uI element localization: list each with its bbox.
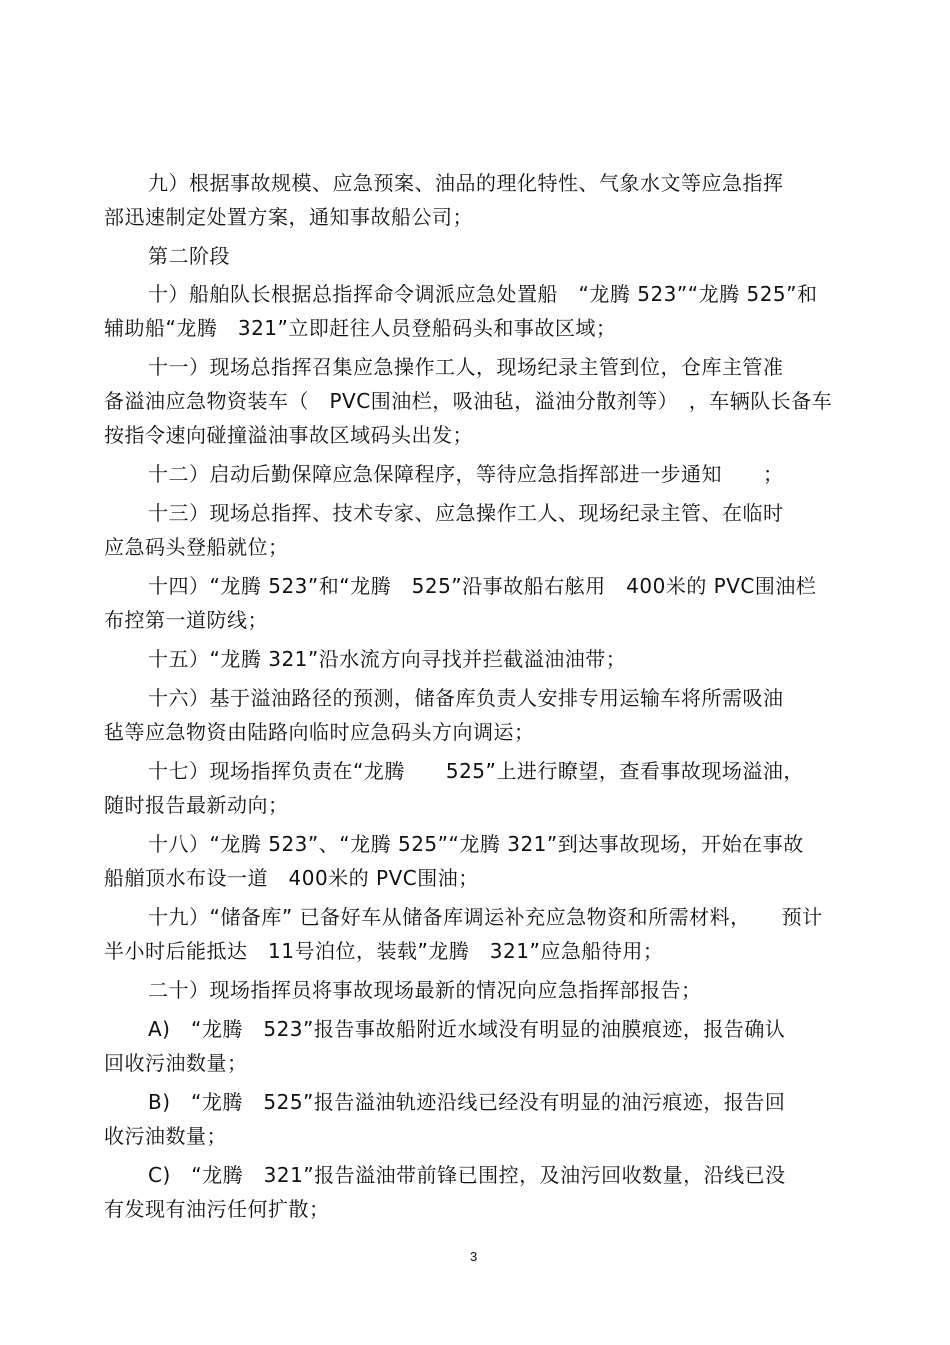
paragraph-continuation-line: 半小时后能抵达 11号泊位，装载”龙腾 321”应急船待用； [104,939,664,963]
paragraph-continuation-line: 应急码头登船就位； [104,535,289,559]
paragraph-continuation-line: 随时报告最新动向； [104,793,289,817]
paragraph-continuation-line: 部迅速制定处置方案，通知事故船公司； [104,205,473,229]
paragraph-first-line: 十四）“龙腾 523”和“龙腾 525”沿事故船右舷用 400米的 PVC围油栏 [148,574,817,598]
paragraph-continuation-line: 备溢油应急物资装车（ PVC围油栏，吸油毡，溢油分散剂等） ，车辆队长备车 [104,389,833,413]
paragraph-first-line: 十七）现场指挥负责在“龙腾 525”上进行瞭望，查看事故现场溢油， [148,759,804,783]
paragraph-continuation-line: 布控第一道防线； [104,608,268,632]
paragraph-first-line: 十六）基于溢油路径的预测，储备库负责人安排专用运输车将所需吸油 [148,686,784,710]
paragraph-continuation-line: 收污油数量； [104,1124,227,1148]
paragraph-first-line: 十五）“龙腾 321”沿水流方向寻找并拦截溢油油带； [148,647,627,671]
paragraph-continuation-line: 毡等应急物资由陆路向临时应急码头方向调运； [104,720,535,744]
paragraph-first-line: 十一）现场总指挥召集应急操作工人，现场纪录主管到位，仓库主管准 [148,355,784,379]
paragraph-continuation-line: 辅助船“龙腾 321”立即赶往人员登船码头和事故区域； [104,316,617,340]
paragraph-first-line: B) “龙腾 525”报告溢油轨迹沿线已经没有明显的油污痕迹，报告回 [148,1090,786,1114]
paragraph-first-line: 九）根据事故规模、应急预案、油品的理化特性、气象水文等应急指挥 [148,171,784,195]
paragraph-first-line: 十九）“储备库” 已备好车从储备库调运补充应急物资和所需材料， 预计 [148,905,823,929]
page-number: 3 [470,1249,478,1264]
paragraph-first-line: 二十）现场指挥员将事故现场最新的情况向应急指挥部报告； [148,978,702,1002]
paragraph-continuation-line: 回收污油数量； [104,1051,248,1075]
paragraph-continuation-line: 船艏顶水布设一道 400米的 PVC围油； [104,866,479,890]
paragraph-continuation-line: 按指令速向碰撞溢油事故区域码头出发； [104,423,473,447]
paragraph-first-line: 第二阶段 [148,244,230,268]
paragraph-first-line: A) “龙腾 523”报告事故船附近水域没有明显的油膜痕迹，报告确认 [148,1017,786,1041]
paragraph-first-line: 十二）启动后勤保障应急保障程序，等待应急指挥部进一步通知 ； [148,462,784,486]
paragraph-first-line: 十八）“龙腾 523”、“龙腾 525”“龙腾 321”到达事故现场，开始在事故 [148,832,804,856]
paragraph-continuation-line: 有发现有油污任何扩散； [104,1197,330,1221]
paragraph-first-line: C) “龙腾 321”报告溢油带前锋已围控，及油污回收数量，沿线已没 [148,1163,786,1187]
paragraph-first-line: 十三）现场总指挥、技术专家、应急操作工人、现场纪录主管、在临时 [148,501,784,525]
paragraph-first-line: 十）船舶队长根据总指挥命令调派应急处置船 “龙腾 523”“龙腾 525”和 [148,282,818,306]
